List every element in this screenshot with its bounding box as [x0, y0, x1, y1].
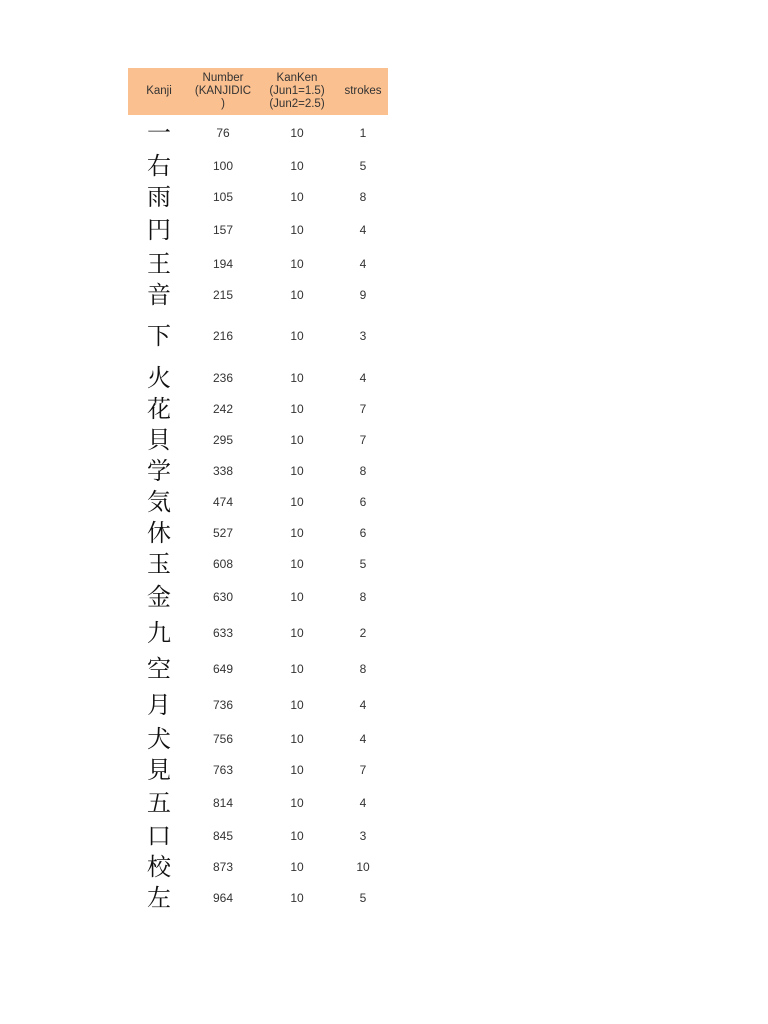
kanji-cell: 雨 — [147, 183, 171, 211]
kanken-cell: 10 — [290, 763, 304, 777]
strokes-cell: 8 — [359, 590, 367, 604]
number-cell: 194 — [212, 257, 234, 271]
kanji-cell: 火 — [147, 364, 171, 392]
kanji-cell: 円 — [147, 216, 171, 244]
number-cell: 527 — [212, 526, 234, 540]
kanken-cell: 10 — [290, 495, 304, 509]
number-cell: 236 — [212, 371, 234, 385]
kanken-cell: 10 — [290, 732, 304, 746]
kanken-cell: 10 — [290, 891, 304, 905]
kanken-cell: 10 — [290, 464, 304, 478]
number-cell: 215 — [212, 288, 234, 302]
kanken-cell: 10 — [290, 433, 304, 447]
kanken-cell: 10 — [290, 626, 304, 640]
kanji-cell: 一 — [147, 119, 171, 147]
kanji-cell: 貝 — [147, 426, 171, 454]
number-cell: 105 — [212, 190, 234, 204]
number-cell: 873 — [212, 860, 234, 874]
number-cell: 608 — [212, 557, 234, 571]
kanken-cell: 10 — [290, 526, 304, 540]
kanken-cell: 10 — [290, 329, 304, 343]
kanken-cell: 10 — [290, 829, 304, 843]
kanji-cell: 校 — [147, 853, 171, 881]
kanken-cell: 10 — [290, 223, 304, 237]
kanji-cell: 休 — [147, 519, 171, 547]
strokes-cell: 4 — [359, 732, 367, 746]
number-cell: 633 — [212, 626, 234, 640]
kanji-cell: 空 — [147, 655, 171, 683]
strokes-cell: 7 — [359, 763, 367, 777]
strokes-cell: 4 — [359, 223, 367, 237]
kanji-cell: 左 — [147, 884, 171, 912]
strokes-cell: 6 — [359, 526, 367, 540]
strokes-cell: 4 — [359, 371, 367, 385]
kanji-table — [128, 68, 388, 912]
number-cell: 100 — [212, 159, 234, 173]
kanji-cell: 右 — [147, 152, 171, 180]
kanji-cell: 金 — [147, 583, 171, 611]
kanji-cell: 五 — [147, 789, 171, 817]
kanken-cell: 10 — [290, 159, 304, 173]
strokes-cell: 5 — [359, 159, 367, 173]
strokes-cell: 8 — [359, 662, 367, 676]
number-cell: 216 — [212, 329, 234, 343]
number-cell: 630 — [212, 590, 234, 604]
kanken-cell: 10 — [290, 402, 304, 416]
number-cell: 649 — [212, 662, 234, 676]
kanken-cell: 10 — [290, 557, 304, 571]
number-cell: 814 — [212, 796, 234, 810]
kanji-cell: 王 — [147, 250, 171, 278]
kanji-cell: 犬 — [147, 725, 171, 753]
header-kanji: Kanji — [146, 85, 172, 97]
number-cell: 845 — [212, 829, 234, 843]
strokes-cell: 6 — [359, 495, 367, 509]
kanji-cell: 音 — [147, 281, 171, 309]
kanken-cell: 10 — [290, 860, 304, 874]
header-kanken: KanKen (Jun1=1.5) (Jun2=2.5) — [269, 72, 325, 110]
number-cell: 338 — [212, 464, 234, 478]
strokes-cell: 4 — [359, 698, 367, 712]
header-strokes: strokes — [344, 85, 382, 97]
number-cell: 157 — [212, 223, 234, 237]
kanken-cell: 10 — [290, 126, 304, 140]
kanji-cell: 学 — [147, 457, 171, 485]
kanji-cell: 月 — [147, 691, 171, 719]
kanji-cell: 見 — [147, 756, 171, 784]
strokes-cell: 7 — [359, 402, 367, 416]
table-header-row — [128, 68, 388, 115]
strokes-cell: 2 — [359, 626, 367, 640]
number-cell: 295 — [212, 433, 234, 447]
kanken-cell: 10 — [290, 698, 304, 712]
number-cell: 756 — [212, 732, 234, 746]
strokes-cell: 8 — [359, 190, 367, 204]
kanken-cell: 10 — [290, 257, 304, 271]
strokes-cell: 10 — [356, 860, 370, 874]
strokes-cell: 3 — [359, 329, 367, 343]
number-cell: 76 — [216, 126, 230, 140]
kanken-cell: 10 — [290, 590, 304, 604]
strokes-cell: 5 — [359, 891, 367, 905]
kanken-cell: 10 — [290, 796, 304, 810]
strokes-cell: 5 — [359, 557, 367, 571]
kanken-cell: 10 — [290, 288, 304, 302]
strokes-cell: 7 — [359, 433, 367, 447]
kanji-cell: 気 — [147, 488, 171, 516]
number-cell: 474 — [212, 495, 234, 509]
number-cell: 763 — [212, 763, 234, 777]
strokes-cell: 9 — [359, 288, 367, 302]
kanji-cell: 花 — [147, 395, 171, 423]
kanji-cell: 九 — [147, 619, 171, 647]
strokes-cell: 8 — [359, 464, 367, 478]
number-cell: 736 — [212, 698, 234, 712]
header-number: Number (KANJIDIC ) — [194, 72, 252, 110]
number-cell: 964 — [212, 891, 234, 905]
kanken-cell: 10 — [290, 662, 304, 676]
kanji-cell: 玉 — [147, 550, 171, 578]
kanji-cell: 口 — [147, 822, 171, 850]
strokes-cell: 4 — [359, 796, 367, 810]
kanji-cell: 下 — [147, 322, 171, 350]
strokes-cell: 3 — [359, 829, 367, 843]
kanken-cell: 10 — [290, 190, 304, 204]
strokes-cell: 1 — [359, 126, 367, 140]
kanken-cell: 10 — [290, 371, 304, 385]
number-cell: 242 — [212, 402, 234, 416]
strokes-cell: 4 — [359, 257, 367, 271]
